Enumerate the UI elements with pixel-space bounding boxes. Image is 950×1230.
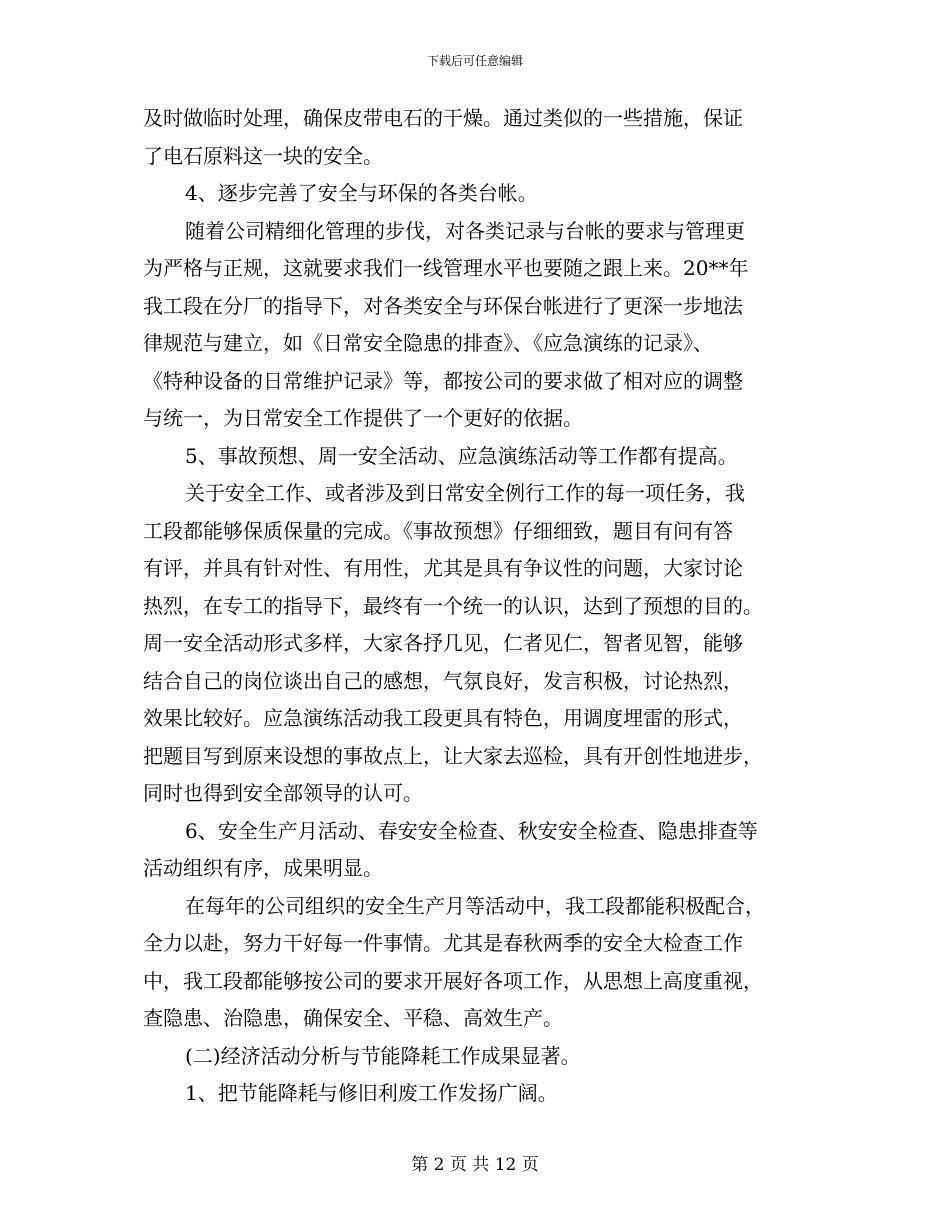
text-line: 活动组织有序，成果明显。 [143,856,383,880]
text-line: 随着公司精细化管理的步伐，对各类记录与台帐的要求与管理更 [185,218,745,243]
text-line: 律规范与建立，如《日常安全隐患的排查》、《应急演练的记录》、 [143,331,713,355]
text-line: 5、事故预想、周一安全活动、应急演练活动等工作都有提高。 [185,443,738,468]
text-line: 同时也得到安全部领导的认可。 [143,781,423,805]
text-line: 与统一，为日常安全工作提供了一个更好的依据。 [143,406,583,430]
text-line: 工段都能够保质保量的完成。《事故预想》仔细细致，题目有问有答 [143,518,733,543]
text-line: 效果比较好。应急演练活动我工段更具有特色，用调度埋雷的形式， [143,706,743,730]
text-line: 《特种设备的日常维护记录》等，都按公司的要求做了相对应的调整 [143,368,743,393]
text-line: 查隐患、治隐患，确保安全、平稳、高效生产。 [143,1006,563,1030]
page-header: 下载后可任意编辑 [426,54,523,68]
text-line: 及时做临时处理，确保皮带电石的干燥。通过类似的一些措施，保证 [143,106,743,130]
text-line: 1、把节能降耗与修旧利废工作发扬广阔。 [185,1081,558,1105]
text-line: 6、安全生产月活动、春安安全检查、秋安安全检查、隐患排查等 [185,818,758,843]
page-footer: 第 2 页 共 12 页 [411,1155,539,1175]
text-line: 把题目写到原来设想的事故点上，让大家去巡检，具有开创性地进步， [143,743,763,768]
text-line: 周一安全活动形式多样，大家各抒几见，仁者见仁，智者见智，能够 [143,631,743,655]
text-line: 了电石原料这一块的安全。 [143,143,383,168]
text-line: 4、逐步完善了安全与环保的各类台帐。 [185,181,538,205]
text-line: 结合自己的岗位谈出自己的感想，气氛良好，发言积极，讨论热烈， [143,668,743,693]
document-body [143,100,807,1113]
text-line: 热烈，在专工的指导下，最终有一个统一的认识，达到了预想的目的。 [143,593,763,618]
text-line: 全力以赴，努力干好每一件事情。尤其是春秋两季的安全大检查工作 [143,931,743,955]
text-line: 有评，并具有针对性、有用性，尤其是具有争议性的问题，大家讨论 [143,556,743,580]
text-line: 关于安全工作、或者涉及到日常安全例行工作的每一项任务，我 [185,481,745,505]
text-line: (二)经济活动分析与节能降耗工作成果显著。 [185,1043,581,1068]
text-line: 在每年的公司组织的安全生产月等活动中，我工段都能积极配合， [185,893,765,918]
text-line: 中，我工段都能够按公司的要求开展好各项工作，从思想上高度重视， [143,968,763,993]
text-line: 为严格与正规，这就要求我们一线管理水平也要随之跟上来。20**年 [143,256,749,280]
text-line: 我工段在分厂的指导下，对各类安全与环保台帐进行了更深一步地法 [143,293,743,318]
